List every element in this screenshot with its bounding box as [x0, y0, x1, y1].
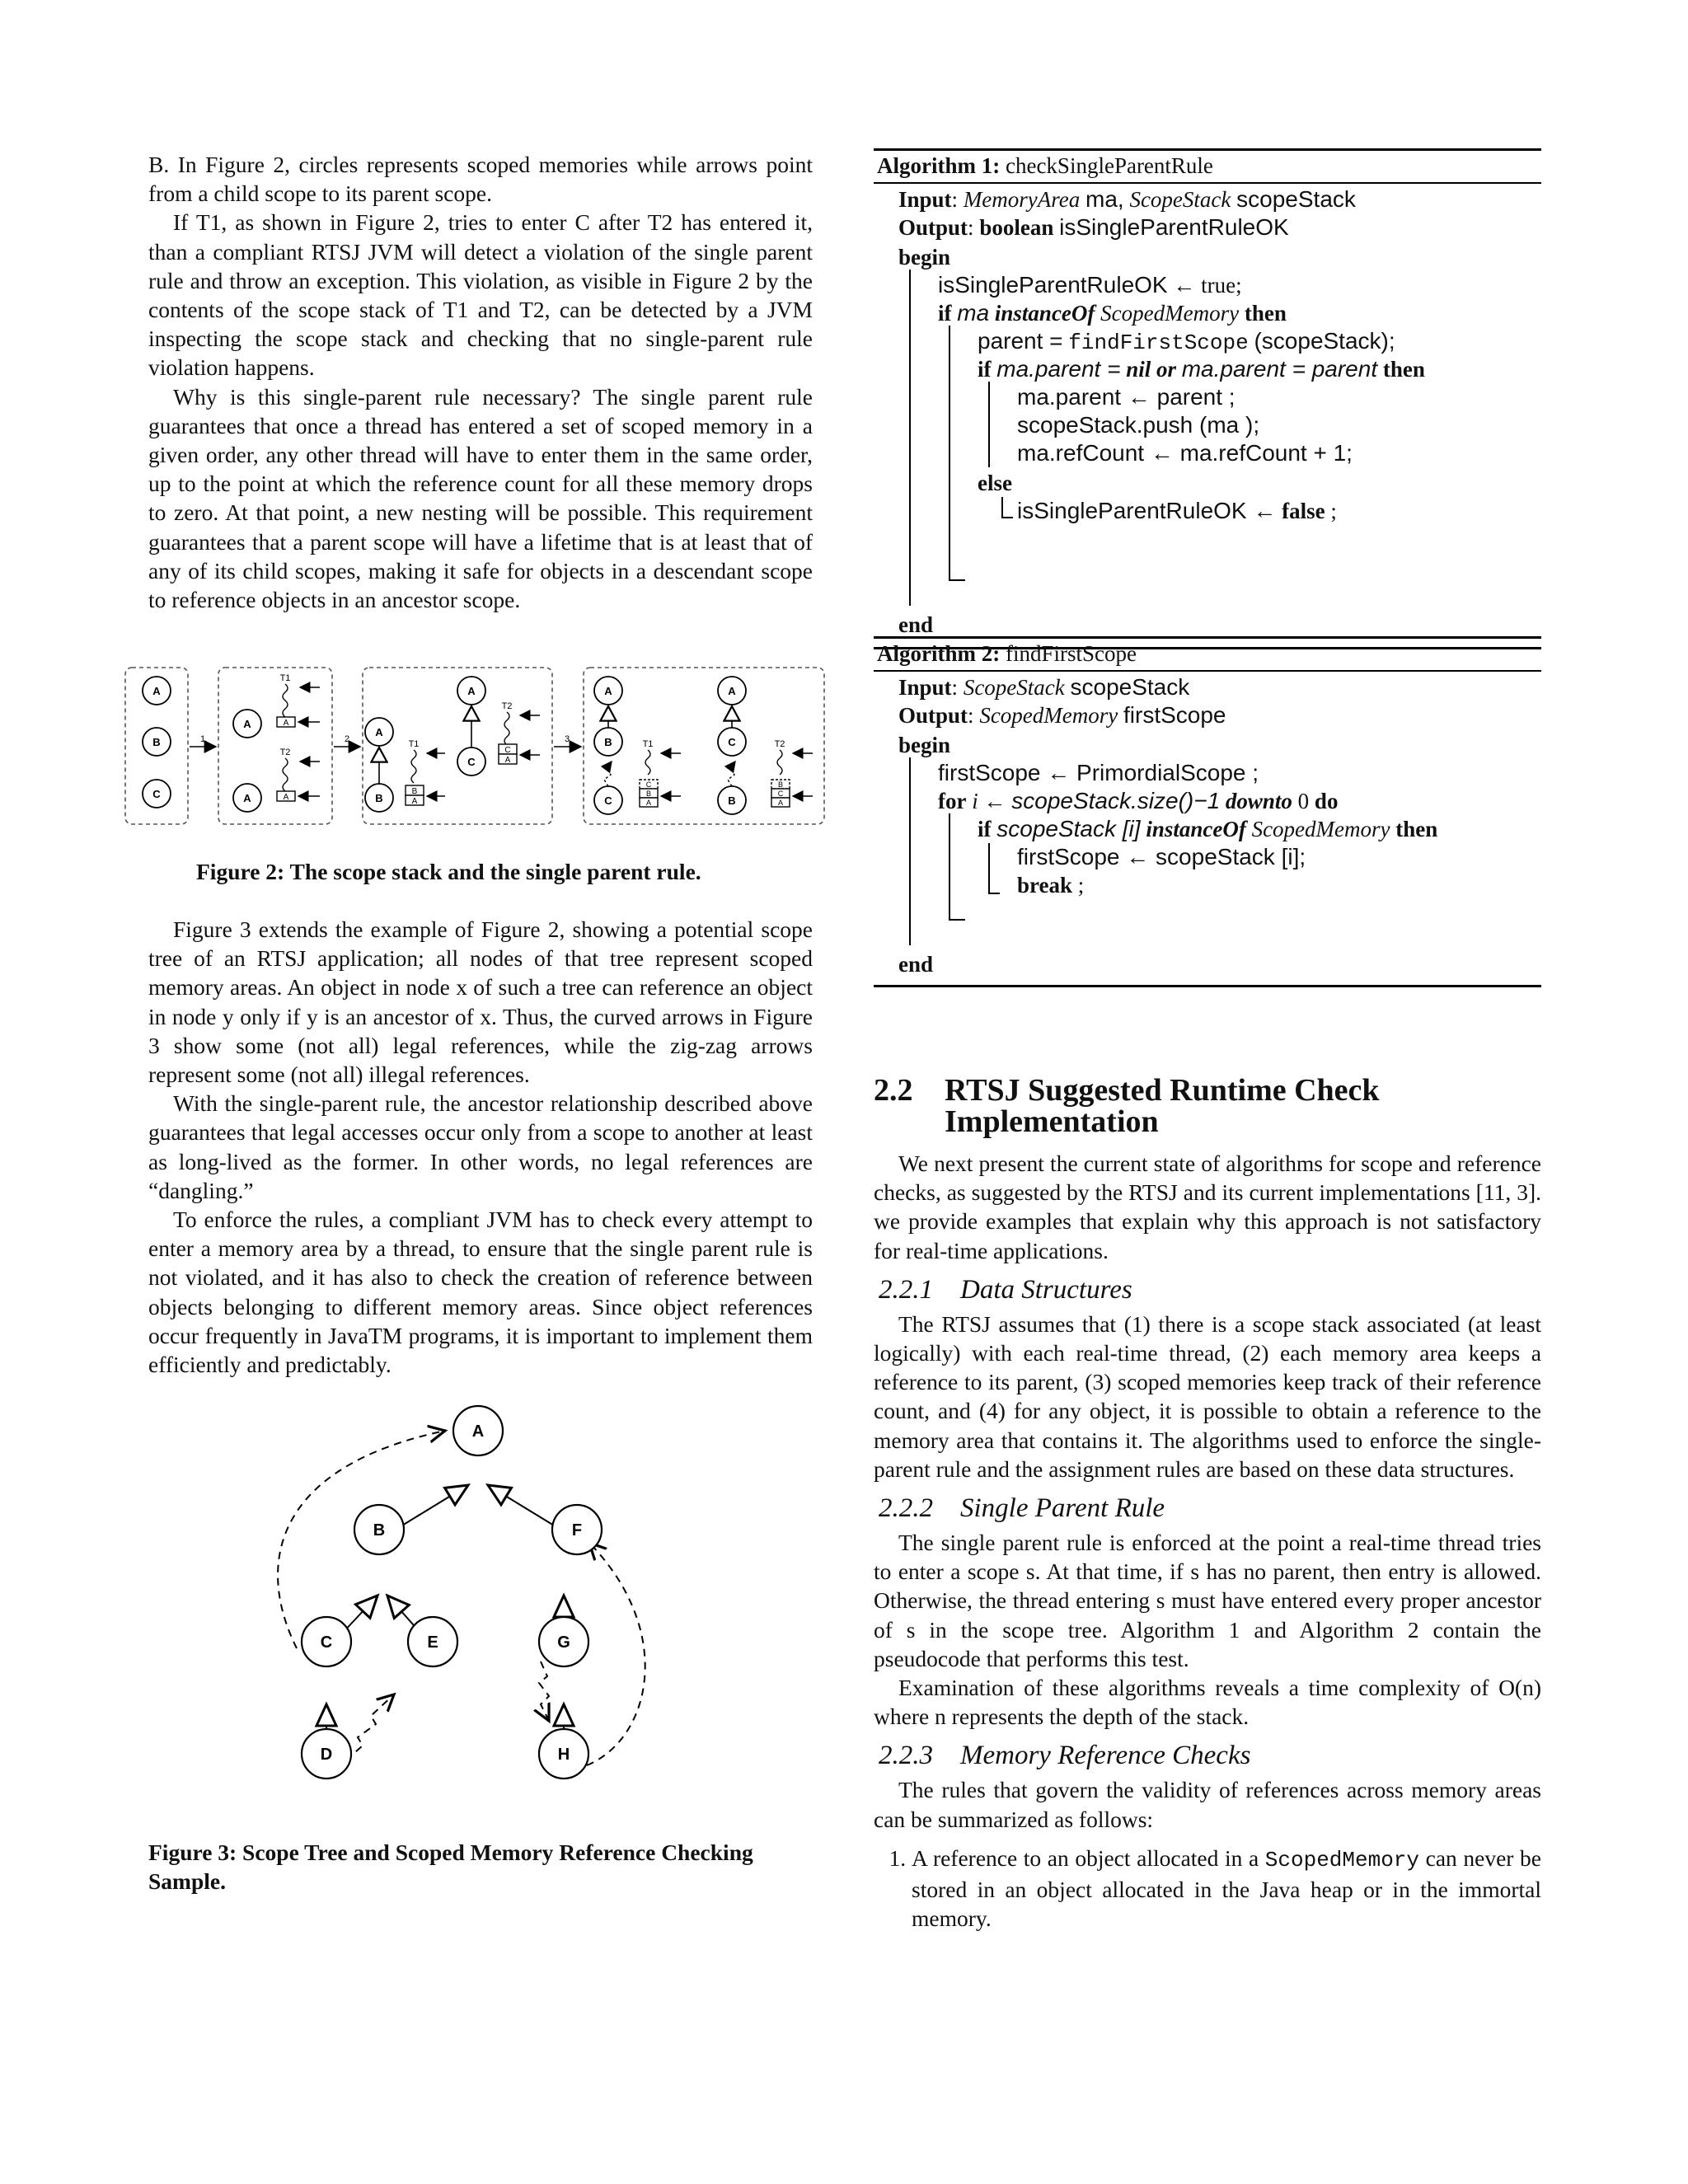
fig2-stack-a6: A: [411, 797, 418, 806]
fig2-node-c2: C: [467, 756, 476, 768]
paragraph-complexity: Examination of these algorithms reveals a time complexity of O(n) where n represents the depth of the stack.: [874, 1675, 1541, 1730]
fig2-node-b1: B: [152, 736, 161, 748]
fig2-step-1: 1: [199, 734, 206, 744]
fig2-stack-c3: C: [777, 790, 784, 798]
paragraph-violation: If T1, as shown in Figure 2, tries to enter C after T2 has entered it, than a compliant RTSJ JVM will detect a violation of the single parent rule and throw an exception. This violation, as visible in Figure 2 by the contents of the scope stack of T1 and T2, can be detected by a JVM inspecting the scope stack and checking that no single-parent rule violation happens.: [148, 209, 813, 381]
fig3-node-b: B: [373, 1521, 386, 1540]
fig3-node-c: C: [320, 1633, 333, 1652]
figure-3-caption: Figure 3: Scope Tree and Scoped Memory Reference Checking Sample.: [148, 1840, 753, 1894]
fig2-node-b3: B: [604, 736, 612, 748]
paragraph-enforce: To enforce the rules, a compliant JVM has to check every attempt to enter a memory area by a thread, to ensure that the single parent rule is not violated, and it has also to check the creation of reference between objects belonging to different memory areas. Since object references occur frequently in JavaTM programs, it is important to implement them efficiently and predictably.: [148, 1207, 813, 1378]
fig2-stack-c2: C: [645, 780, 652, 789]
fig2-stack-a10: A: [645, 799, 652, 807]
algo1-begin: begin: [898, 245, 951, 269]
section-number: 2.2: [874, 1073, 913, 1108]
algo1-input: Input: MemoryArea ma, ScopeStack scopeStack: [898, 186, 1356, 212]
section-title: RTSJ Suggested Runtime Check Implementation: [945, 1073, 1380, 1139]
subsection-data-structures: 2.2.1 Data Structures: [879, 1274, 1132, 1305]
fig3-node-g: G: [557, 1633, 570, 1652]
algorithm-1-title: Algorithm 1: checkSingleParentRule: [874, 148, 1541, 184]
right-column-text: [874, 1149, 1541, 1933]
fig2-node-a4: A: [467, 685, 476, 697]
algo2-line-1: firstScope ← PrimordialScope ;: [938, 760, 1259, 785]
algo1-output: Output: boolean isSingleParentRuleOK: [898, 214, 1289, 240]
algo2-end: end: [898, 952, 934, 977]
section-2-2-heading: [874, 1075, 1541, 1137]
fig2-node-a5: A: [375, 726, 383, 738]
rules-list: [874, 1844, 1541, 1933]
paragraph-figure-3: Figure 3 extends the example of Figure 2, showing a potential scope tree of an RTSJ application; all nodes of that tree represent scoped memory areas. An object in node x of such a tree can reference an object in node y only if y is an ancestor of x. Thus, the curved arrows in Figure 3 show some (not all) legal references, while the zig-zag arrows represent some (not all) illegal references.: [148, 916, 813, 1088]
algo1-line-2: parent = findFirstScope (scopeStack);: [978, 328, 1395, 355]
fig2-thread-t2b: T2: [501, 701, 513, 711]
fig2-node-c4: C: [728, 736, 736, 748]
rule-item-1: 1. A reference to an object allocated in a ScopedMemory can never be stored in an object allocated in the Java heap or in the immortal memory.: [912, 1844, 1541, 1933]
left-column: [148, 150, 813, 614]
fig3-node-f: F: [571, 1521, 583, 1540]
fig2-node-b4: B: [728, 794, 736, 807]
algo1-else: else: [978, 471, 1012, 495]
algo1-if-1: if ma instanceOf ScopedMemory then: [938, 300, 1287, 326]
fig2-node-a9: A: [728, 685, 736, 697]
fig3-node-h: H: [557, 1746, 570, 1764]
algorithm-1: [874, 148, 1541, 649]
paragraph-rules: The rules that govern the validity of references across memory areas can be summarized as follows:: [874, 1777, 1541, 1832]
fig2-thread-t2c: T2: [774, 739, 785, 749]
figure-3-scope-tree: [264, 1401, 692, 1805]
algo2-line-3: break ;: [1017, 873, 1085, 898]
fig2-stack-b2: B: [645, 790, 652, 798]
fig2-thread-t1c: T1: [642, 739, 654, 749]
fig2-stack-a11: A: [777, 799, 784, 807]
algo2-for: for i ← scopeStack.size()−1 downto 0 do: [938, 788, 1339, 813]
left-column-lower: [148, 915, 813, 1379]
algo2-output: Output: ScopedMemory firstScope: [898, 702, 1226, 728]
fig2-node-a8: A: [604, 685, 612, 697]
algo2-input: Input: ScopeStack scopeStack: [898, 674, 1190, 700]
algo1-line-5: ma.refCount ← ma.refCount + 1;: [1017, 440, 1353, 466]
algo1-if-2: if ma.parent = nil or ma.parent = parent then: [978, 356, 1425, 382]
fig2-node-a3: A: [243, 792, 251, 804]
fig2-node-a2: A: [243, 718, 251, 730]
fig2-stack-a7: A: [504, 756, 511, 765]
paragraph-intro: B. In Figure 2, circles represents scoped memories while arrows point from a child scope to its parent scope.: [148, 152, 813, 207]
algorithm-2-body: [874, 672, 1541, 987]
algo2-line-2: firstScope ← scopeStack [i];: [1017, 844, 1306, 869]
algo2-if: if scopeStack [i] instanceOf ScopedMemory then: [978, 816, 1438, 841]
fig2-step-2: 2: [344, 734, 350, 744]
subsection-single-parent-rule: 2.2.2 Single Parent Rule: [879, 1493, 1165, 1524]
fig2-stack-b3: B: [777, 780, 784, 789]
paragraph-current-state: We next present the current state of algorithms for scope and reference checks, as suggested by the RTSJ and its current implementations [11, 3]. we provide examples that explain why this approach is not satisfactory for real-time applications.: [874, 1151, 1541, 1263]
paragraph-why-single-parent: Why is this single-parent rule necessary? The single parent rule guarantees that once a thread has entered a set of scoped memory in a given order, any other thread will have to enter them in the same order, up to the point at which the reference count for all these memory drops to zero. At that point, a new nesting will be possible. This requirement guarantees that a parent scope will have a lifetime that is at least that of any of its child scopes, making it safe for objects in a descendant scope to reference objects in an ancestor scope.: [148, 383, 813, 613]
algorithm-2-title: Algorithm 2: findFirstScope: [874, 636, 1541, 672]
fig2-thread-t1a: T1: [279, 673, 291, 683]
fig3-node-d: D: [320, 1746, 333, 1764]
algo1-line-1: isSingleParentRuleOK ← true;: [938, 272, 1242, 298]
paragraph-ancestor: With the single-parent rule, the ancestor relationship described above guarantees that legal accesses occur only from a scope to another at least as long-lived as the former. In other words, no legal references are “dangling.”: [148, 1090, 813, 1203]
algo1-line-4: scopeStack.push (ma );: [1017, 412, 1260, 438]
algorithm-1-body: [874, 184, 1541, 649]
paragraph-data-structures: The RTSJ assumes that (1) there is a scope stack associated (at least logically) with each real-time thread, (2) each memory area keeps a reference to its parent, (3) scoped memories keep track of their reference count, and (4) for any object, it is possible to obtain a reference to the memory area that contains it. The algorithms used to enforce the single-parent rule and the assignment rules are based on these data structures.: [874, 1310, 1541, 1482]
fig2-stack-a1: A: [283, 719, 289, 728]
algo1-line-6: isSingleParentRuleOK ← false ;: [1017, 498, 1337, 523]
algo1-line-3: ma.parent ← parent ;: [1017, 384, 1236, 410]
paragraph-single-parent: The single parent rule is enforced at the point a real-time thread tries to enter a scope s. At that time, if s has no parent, then entry is allowed. Otherwise, the thread entering s must have entered every proper ancestor of s in the scope tree. Algorithm 1 and Algorithm 2 contain the pseudocode that performs this test.: [874, 1530, 1541, 1671]
algo1-end: end: [898, 612, 934, 637]
fig2-stack-a2: A: [283, 793, 289, 802]
fig2-thread-t1b: T1: [408, 739, 420, 749]
algo2-begin: begin: [898, 733, 951, 757]
figure-2-scope-stack: [124, 666, 832, 831]
fig2-node-a1: A: [152, 685, 161, 697]
fig2-stack-b1: B: [411, 787, 418, 796]
fig2-step-3: 3: [564, 734, 570, 744]
fig2-node-b2: B: [375, 792, 383, 804]
fig3-node-e: E: [427, 1633, 438, 1652]
fig2-stack-c1: C: [504, 746, 511, 755]
figure-2-caption: Figure 2: The scope stack and the single parent rule.: [196, 859, 701, 884]
algorithm-2: [874, 636, 1541, 987]
subsection-memory-reference-checks: 2.2.3 Memory Reference Checks: [879, 1741, 1251, 1771]
fig3-node-a: A: [471, 1422, 485, 1441]
fig2-node-c3: C: [604, 794, 612, 807]
fig2-node-c1: C: [152, 788, 161, 800]
fig2-thread-t2a: T2: [279, 748, 291, 757]
